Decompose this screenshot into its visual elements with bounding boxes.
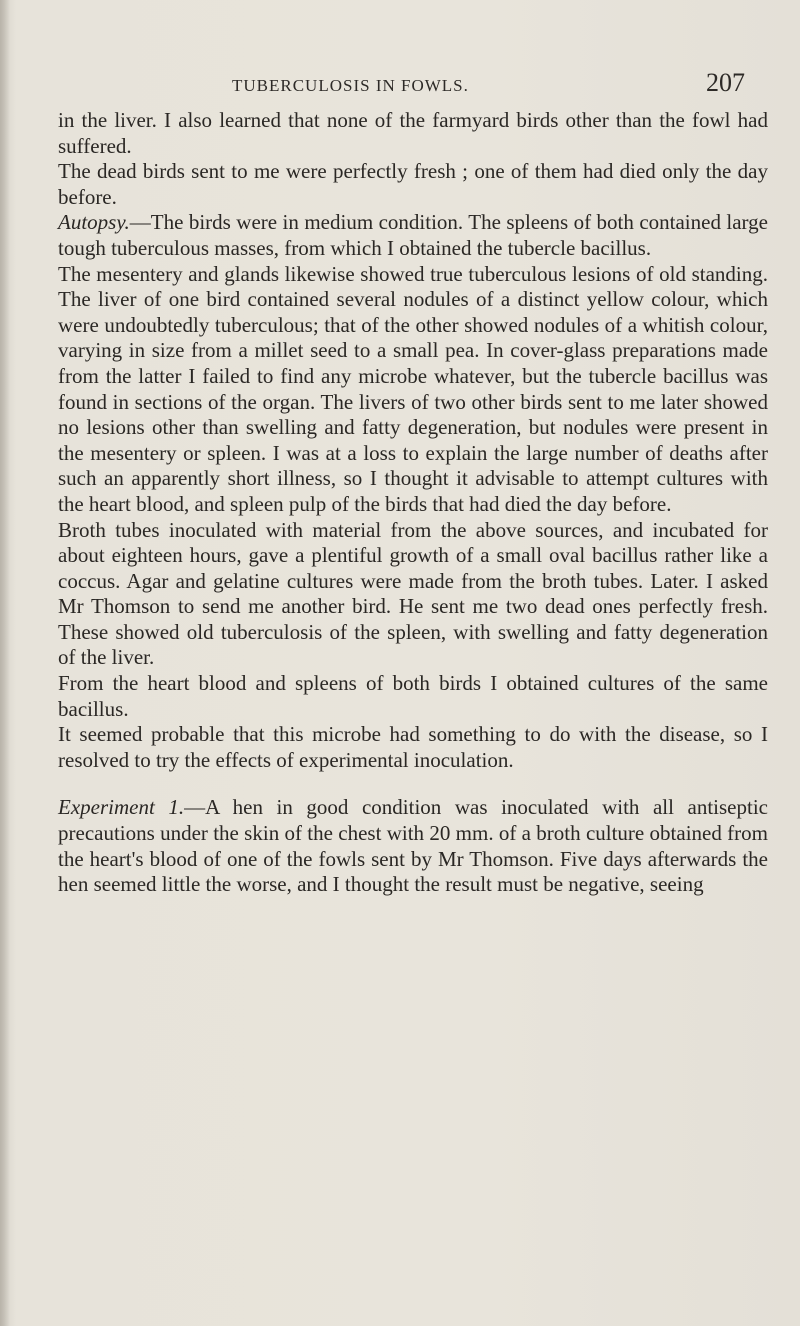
paragraph-text: It seemed probable that this microbe had something to do with the disease, so I resolved to try the effects of experimental inoculation. bbox=[58, 722, 768, 772]
section-gap bbox=[58, 773, 768, 795]
paragraph-text: —A hen in good condition was inoculated with all antiseptic precautions under the skin of the chest with 20 mm. of a broth culture obtained from the heart's blood of one of the fowls sent by Mr Thomson. Five days afterwards the hen seemed little the worse, and I thought the result must be negative, seeing bbox=[58, 795, 768, 897]
paragraph-text: in the liver. I also learned that none of the farmyard birds other than the fowl had suffered. bbox=[58, 108, 768, 158]
autopsy-heading: Autopsy. bbox=[58, 210, 130, 235]
running-title: TUBERCULOSIS IN FOWLS. bbox=[232, 76, 469, 95]
paragraph-text: —The birds were in medium condition. The spleens of both contained large tough tuberculous masses, from which I obtained the tubercle bacillus. bbox=[58, 210, 768, 260]
page-header bbox=[0, 58, 800, 98]
paragraph-text: The mesentery and glands likewise showed true tuberculous lesions of old standing. The liver of one bird contained several nodules of a distinct yellow colour, which were undoubtedly tuberculous; that of the other showed nodules of a whitish colour, varying in size from a millet seed to a small pea. In cover-glass preparations made from the latter I failed to find any microbe whatever, but the tubercle bacillus was found in sections of the organ. The livers of two other birds sent to me later showed no lesions other than swelling and fatty degeneration, but nodules were present in the mesentery or spleen. I was at a loss to explain the large number of deaths after such an apparently short illness, so I thought it advisable to attempt cultures with the heart blood, and spleen pulp of the birds that had died the day before. bbox=[58, 261, 768, 516]
body-text bbox=[58, 108, 768, 898]
paragraph bbox=[58, 108, 768, 159]
paragraph bbox=[58, 722, 768, 773]
paragraph bbox=[58, 671, 768, 722]
experiment-heading: Experiment 1. bbox=[58, 795, 185, 820]
paragraph bbox=[58, 518, 768, 672]
paragraph bbox=[58, 262, 768, 518]
paragraph-text: Broth tubes inoculated with material from the above sources, and incubated for about eighteen hours, gave a plentiful growth of a small oval bacillus rather like a coccus. Agar and gelatine cultures were made from the broth tubes. Later. I asked Mr Thomson to send me another bird. He sent me two dead ones perfectly fresh. These showed old tuberculosis of the spleen, with swelling and fatty degeneration of the liver. bbox=[58, 517, 768, 670]
page-number: 207 bbox=[706, 68, 745, 97]
paragraph-text: From the heart blood and spleens of both birds I obtained cultures of the same bacillus. bbox=[58, 671, 768, 721]
paragraph bbox=[58, 159, 768, 210]
paragraph bbox=[58, 210, 768, 261]
paragraph bbox=[58, 795, 768, 897]
binding-shadow bbox=[0, 0, 10, 1326]
paragraph-text: The dead birds sent to me were perfectly fresh ; one of them had died only the day before. bbox=[58, 159, 768, 209]
